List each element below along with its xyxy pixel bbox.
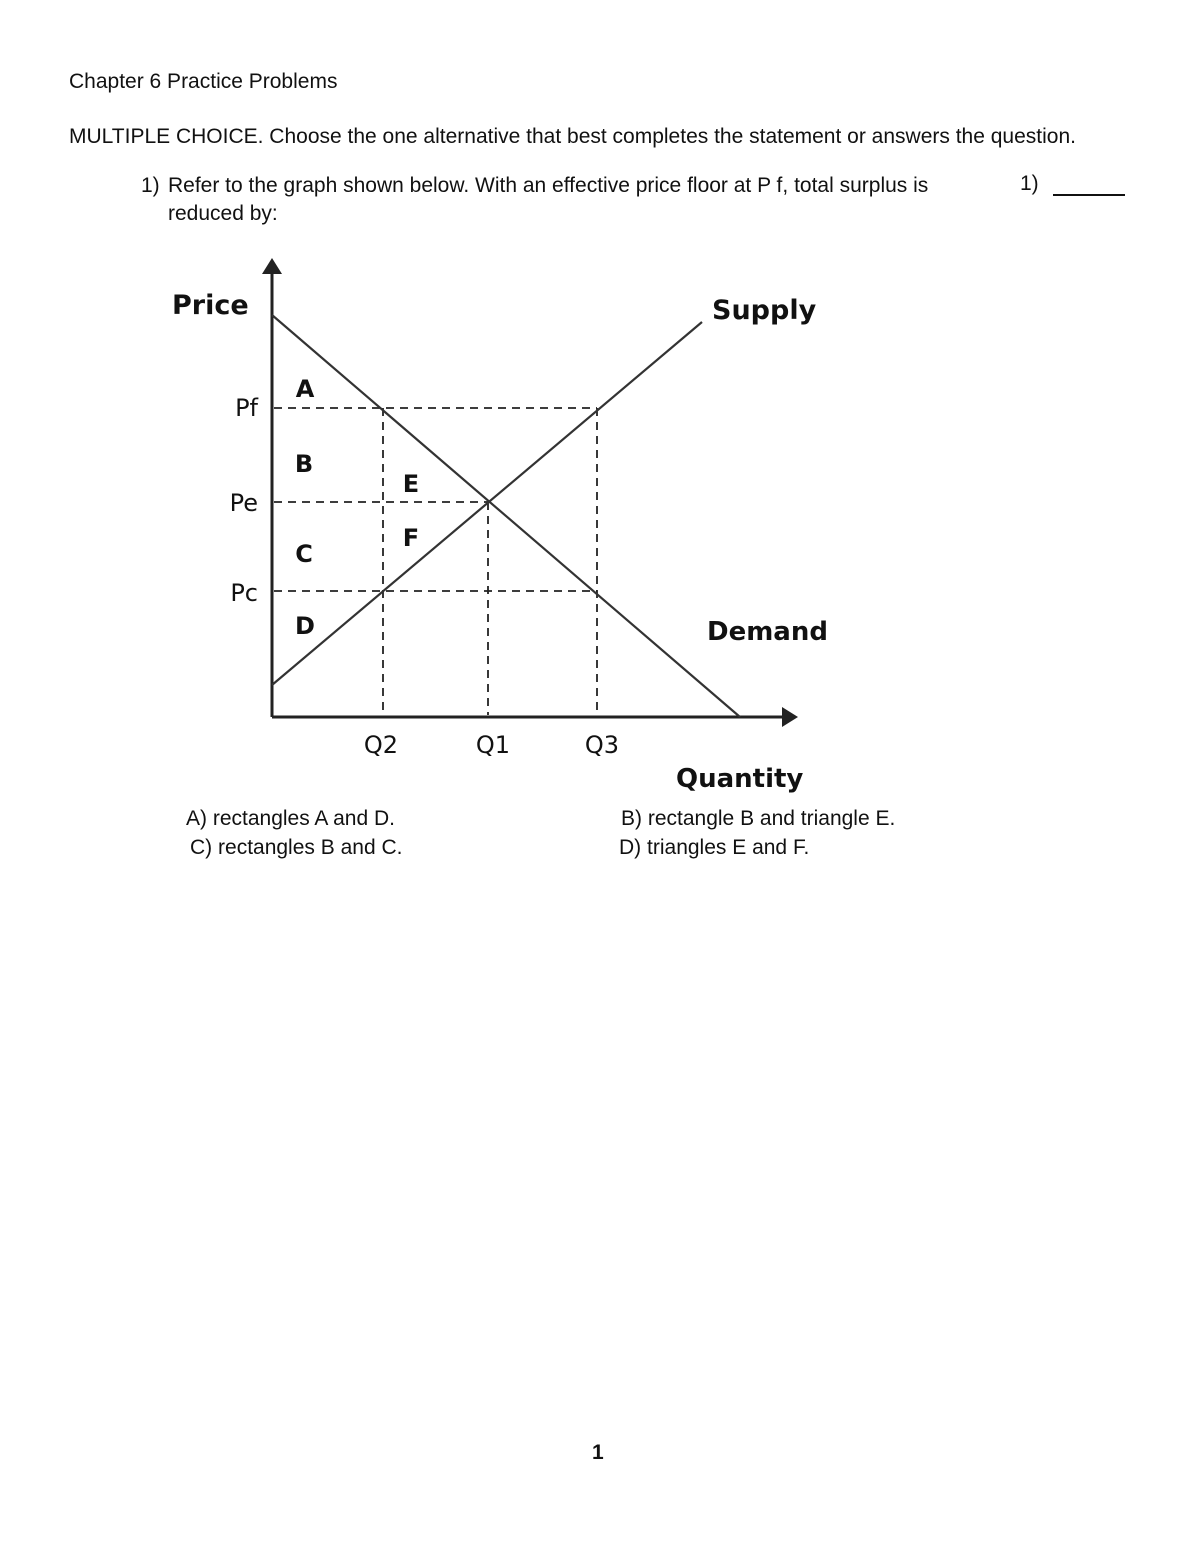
region-label-e: E bbox=[402, 470, 420, 498]
supply-label: Supply bbox=[712, 295, 817, 326]
choice-a-text: rectangles A and D. bbox=[212, 807, 395, 830]
choice-b-letter: B) bbox=[621, 807, 642, 830]
choice-d-letter: D) bbox=[619, 836, 642, 859]
quantity-tick-q3: Q3 bbox=[584, 731, 620, 759]
demand-label: Demand bbox=[707, 617, 828, 647]
region-label-a: A bbox=[295, 375, 315, 403]
price-tick-pc: Pc bbox=[230, 579, 258, 607]
choice-c-text: rectangles B and C. bbox=[218, 836, 403, 859]
question-line-1: Refer to the graph shown below. With an effective price floor at P f, total surplus is bbox=[168, 174, 929, 197]
choice-a[interactable] bbox=[186, 807, 395, 831]
x-axis-label: Quantity bbox=[676, 764, 804, 794]
question-line-2: reduced by: bbox=[168, 202, 278, 225]
page-number: 1 bbox=[592, 1441, 604, 1464]
region-label-c: C bbox=[295, 540, 313, 568]
instructions: MULTIPLE CHOICE. Choose the one alternative that best completes the statement or answers the question. bbox=[69, 125, 1076, 148]
choice-a-letter: A) bbox=[186, 807, 207, 830]
price-tick-pe: Pe bbox=[229, 489, 258, 517]
x-axis-arrow bbox=[782, 707, 798, 727]
region-label-b: B bbox=[294, 450, 314, 478]
y-axis-label: Price bbox=[172, 290, 249, 321]
choice-d[interactable] bbox=[619, 836, 809, 860]
price-tick-pf: Pf bbox=[235, 394, 258, 422]
y-axis-arrow bbox=[262, 258, 282, 274]
choice-b-text: rectangle B and triangle E. bbox=[647, 807, 896, 830]
region-label-f: F bbox=[402, 524, 420, 552]
choice-d-text: triangles E and F. bbox=[647, 836, 810, 859]
choice-b[interactable] bbox=[621, 807, 895, 831]
region-label-d: D bbox=[295, 612, 315, 640]
choice-c-letter: C) bbox=[190, 836, 213, 859]
quantity-tick-q1: Q1 bbox=[475, 731, 511, 759]
demand-curve bbox=[272, 315, 740, 717]
choice-c[interactable] bbox=[190, 836, 402, 860]
quantity-tick-q2: Q2 bbox=[363, 731, 399, 759]
question-number: 1) bbox=[141, 174, 160, 197]
supply-curve bbox=[272, 322, 702, 685]
chapter-title: Chapter 6 Practice Problems bbox=[69, 70, 338, 93]
answer-label: 1) bbox=[1020, 172, 1039, 195]
